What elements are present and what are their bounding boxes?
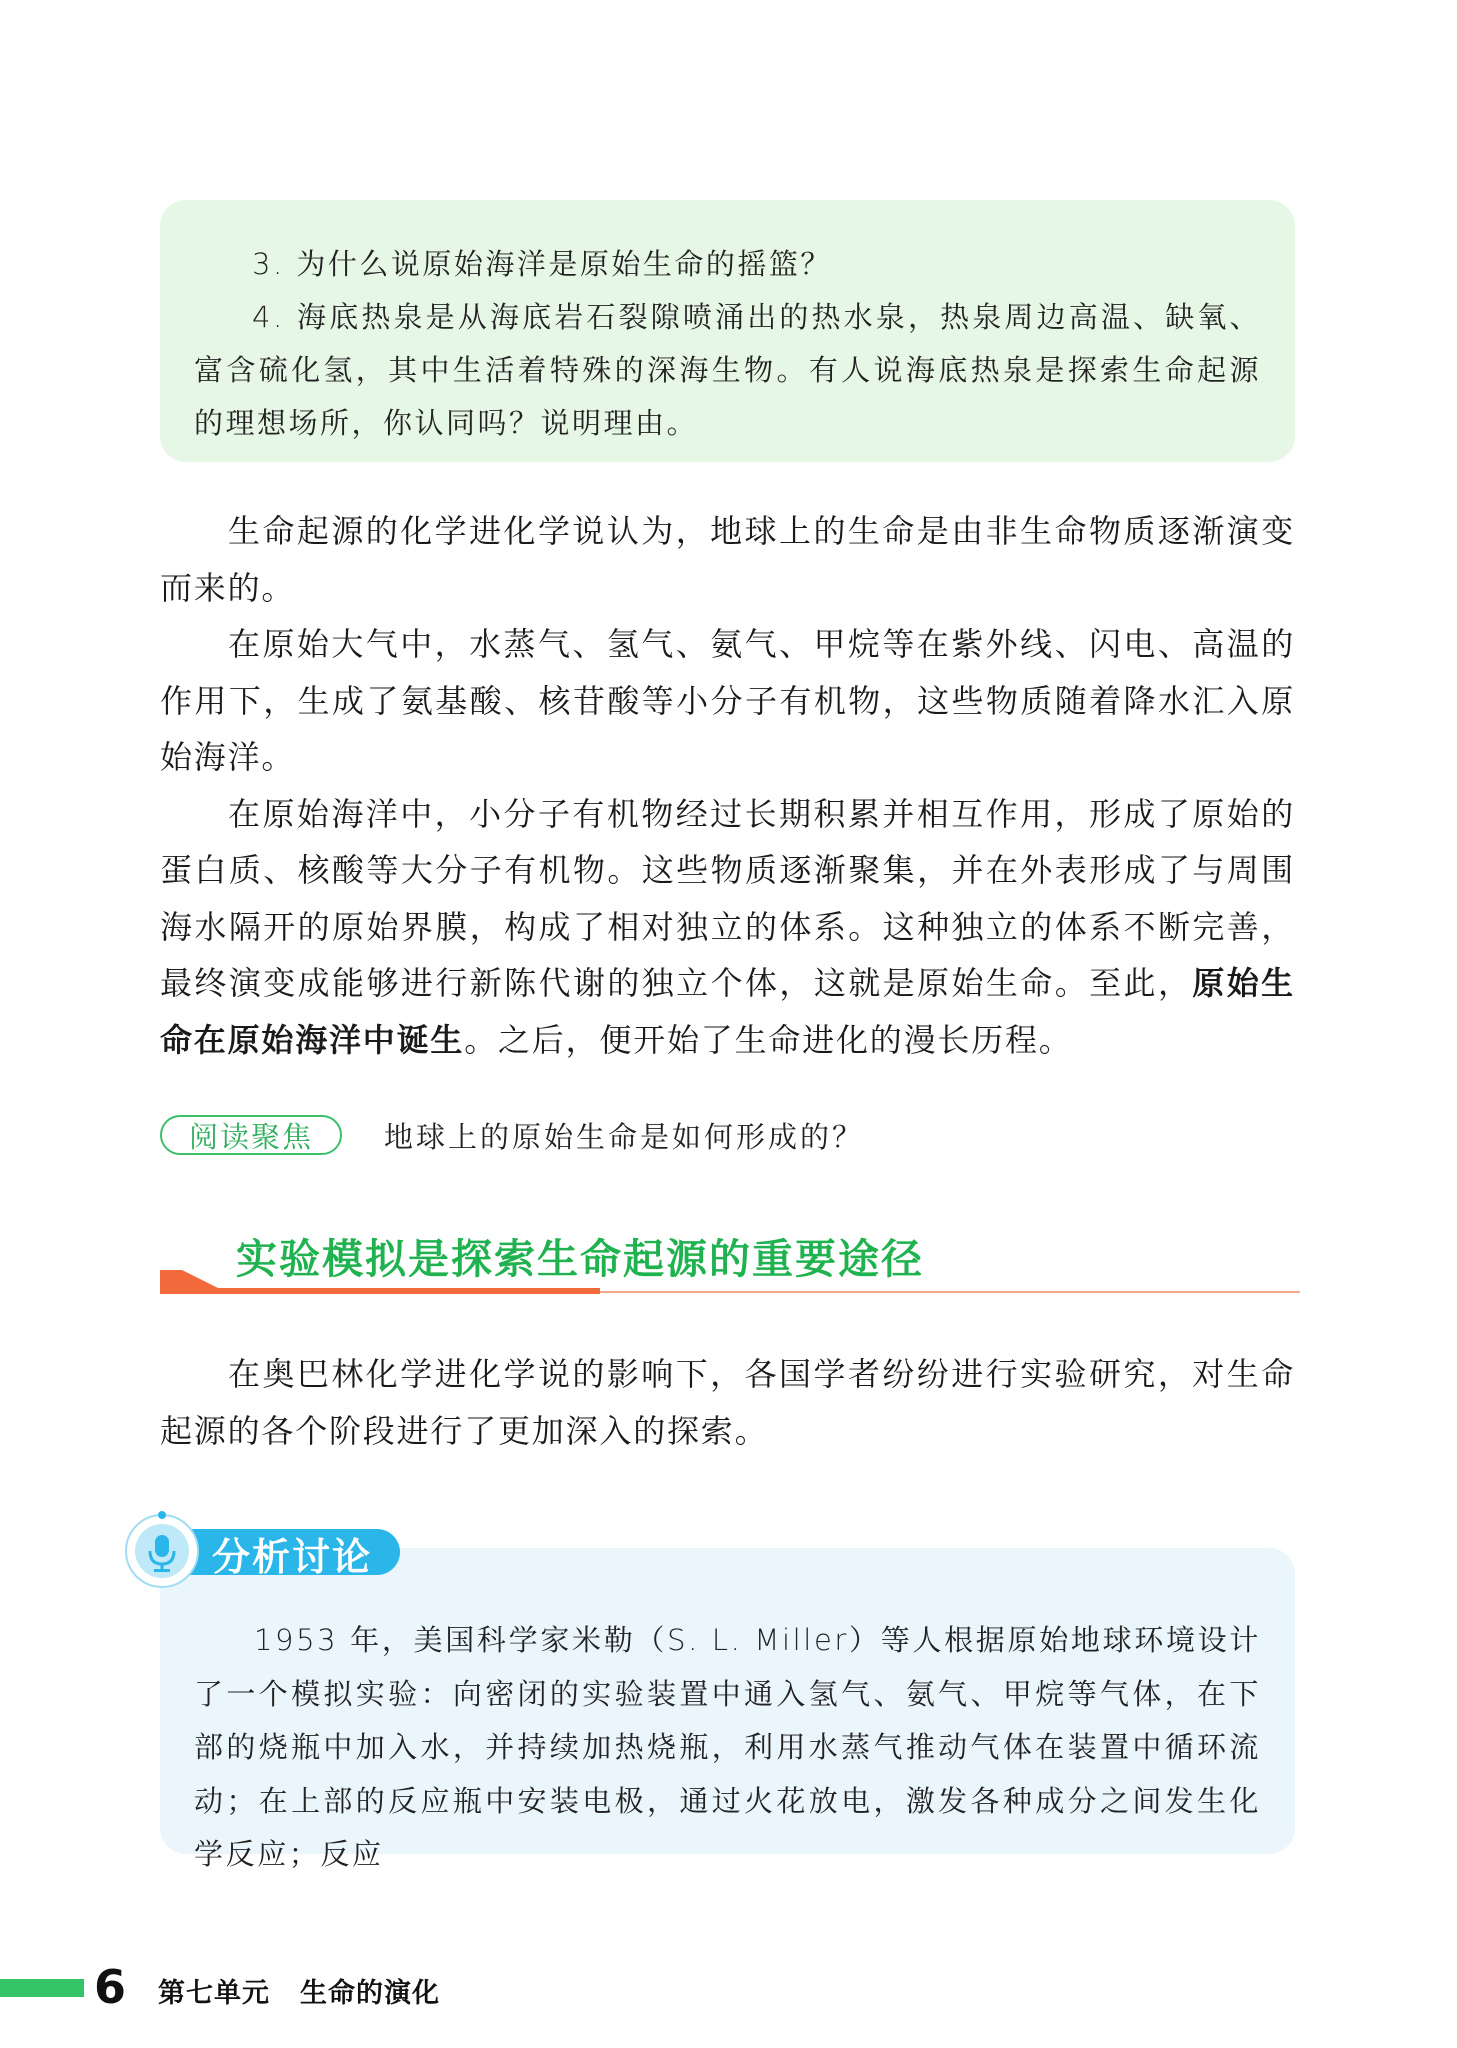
footer-unit-title: 生命的演化 [300,1978,440,2009]
question-4: 4. 海底热泉是从海底岩石裂隙喷涌出的热水泉，热泉周边高温、缺氧、富含硫化氢，其中生活着特殊的深海生物。有人说海底热泉是探索生命起源的理想场所，你认同吗？说明理由。 [194,300,1261,440]
page-number: 6 [94,1960,127,2014]
paragraph-3-bold: 原始生命在原始海洋中诞生 [160,964,1295,1059]
section-body [160,1346,1295,1459]
paragraph-2: 在原始大气中，水蒸气、氢气、氨气、甲烷等在紫外线、闪电、高温的作用下，生成了氨基酸、核苷酸等小分子有机物，这些物质随着降水汇入原始海洋。 [160,625,1295,776]
section-underline-thin [600,1291,1300,1293]
body-text [160,503,1295,1068]
paragraph-3 [160,786,1295,1069]
section-title: 实验模拟是探索生命起源的重要途径 [236,1235,924,1283]
paragraph-3-part-a: 在原始海洋中，小分子有机物经过长期积累并相互作用，形成了原始的蛋白质、核酸等大分子有机物。这些物质逐渐聚集，并在外表形成了与周围海水隔开的原始界膜，构成了相对独立的体系。这种独立的体系不断完善，最终演变成能够进行新陈代谢的独立个体，这就是原始生命。至此， [160,794,1295,1002]
footer-unit: 第七单元 [158,1978,270,2009]
section-paragraph: 在奥巴林化学进化学说的影响下，各国学者纷纷进行实验研究，对生命起源的各个阶段进行了更加深入的探索。 [160,1355,1295,1450]
analysis-badge-dot [158,1511,166,1519]
analysis-text: 1953 年，美国科学家米勒（S. L. Miller）等人根据原始地球环境设计了一个模拟实验：向密闭的实验装置中通入氢气、氨气、甲烷等气体，在下部的烧瓶中加入水，并持续加热烧瓶，利用水蒸气推动气体在装置中循环流动；在上部的反应瓶中安装电极，通过火花放电，激发各种成分之间发生化学反应；反应 [194,1623,1261,1871]
analysis-box [160,1548,1295,1871]
paragraph-3-part-b: 。之后，便开始了生命进化的漫长历程。 [464,1020,1073,1059]
footer-accent-bar [0,1979,84,1997]
reading-focus [160,1113,864,1157]
footer-unit-label [158,1971,440,2010]
question-3: 3. 为什么说原始海洋是原始生命的摇篮？ [252,247,832,281]
question-box [160,200,1295,462]
analysis-badge-label: 分析讨论 [212,1535,373,1579]
reading-focus-question: 地球上的原始生命是如何形成的？ [384,1119,865,1154]
paragraph-1: 生命起源的化学进化学说认为，地球上的生命是由非生命物质逐渐演变而来的。 [160,512,1295,607]
reading-focus-tag: 阅读聚焦 [160,1115,342,1155]
